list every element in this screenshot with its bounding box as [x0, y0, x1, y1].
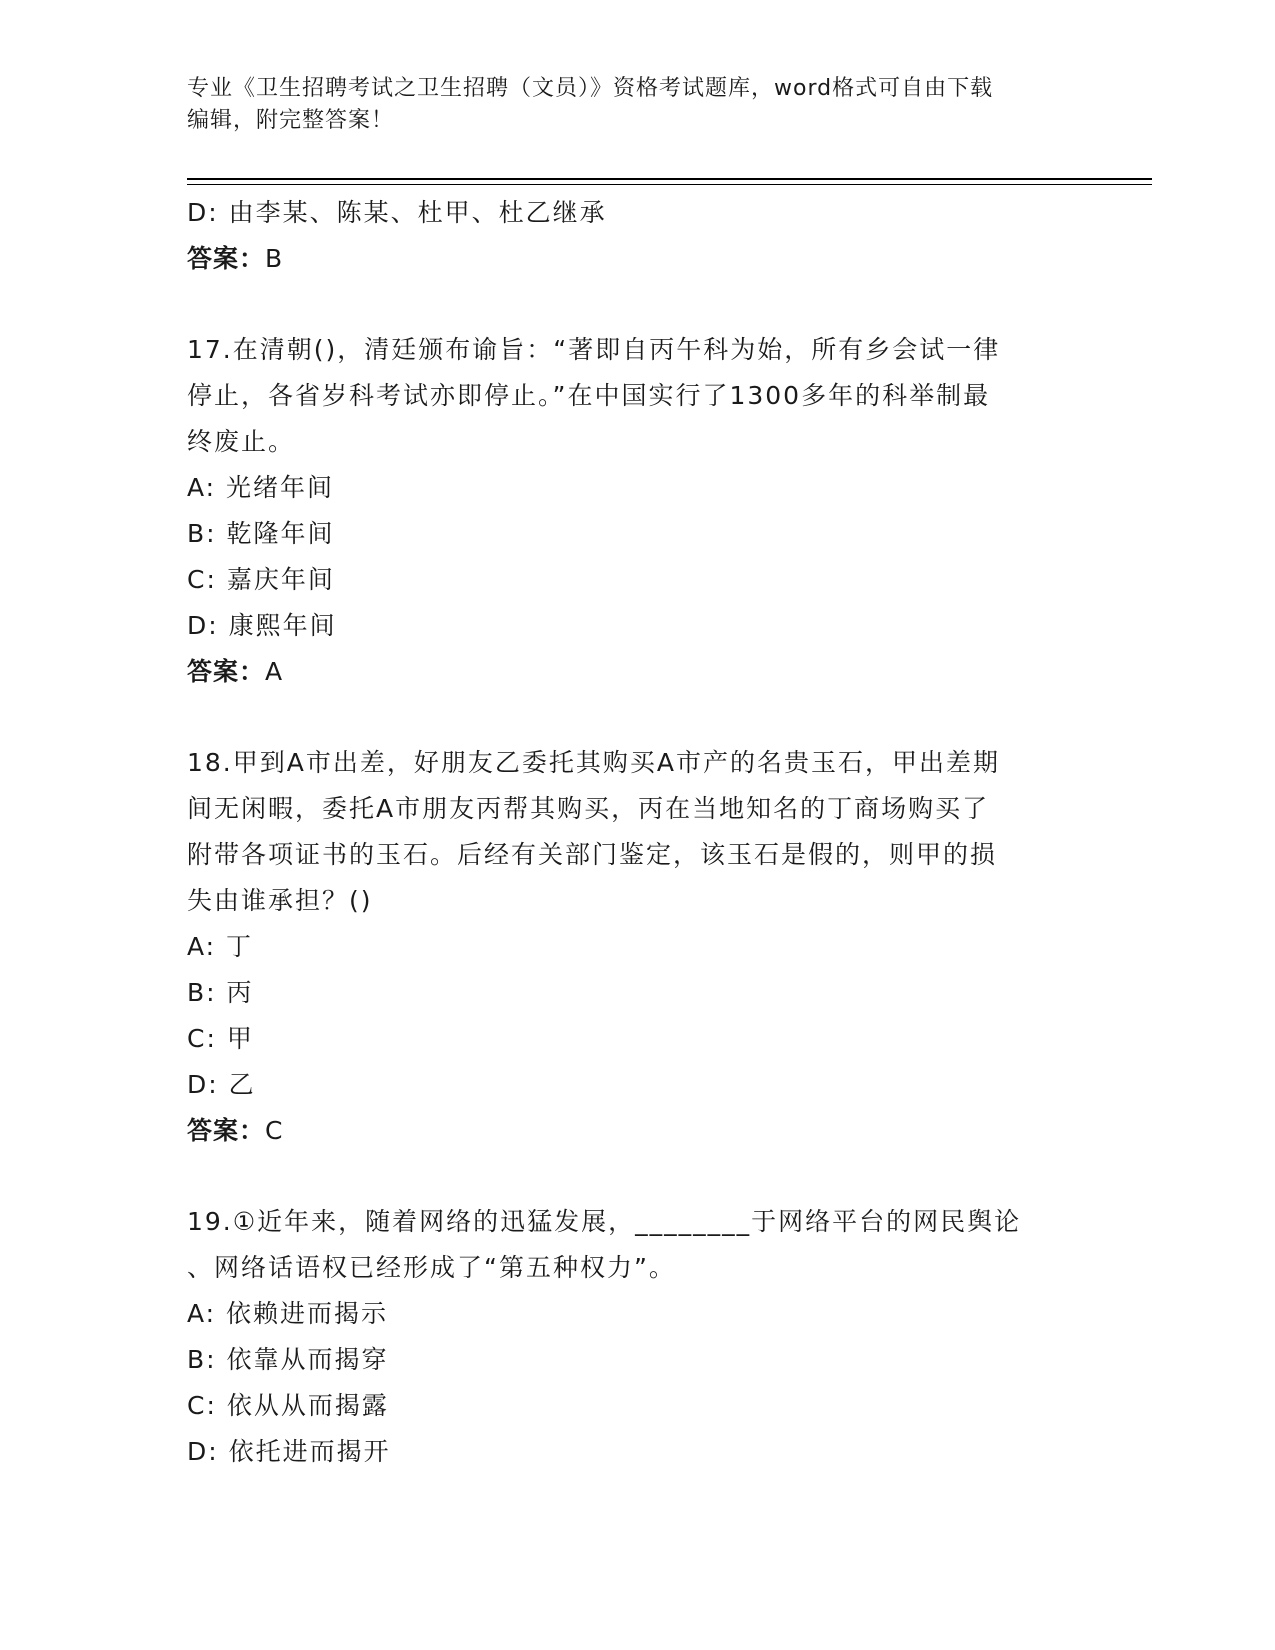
header-rule-thin	[187, 184, 1152, 185]
question-18	[187, 740, 1087, 1154]
answer	[187, 1108, 1087, 1154]
option-c: C: 甲	[187, 1024, 254, 1053]
option-c: C: 嘉庆年间	[187, 565, 335, 594]
header-line-2: 编辑，附完整答案！	[187, 108, 395, 133]
question-text-line: 间无闲暇，委托A市朋友丙帮其购买，丙在当地知名的丁商场购买了	[187, 794, 990, 823]
option-b: B: 乾隆年间	[187, 519, 335, 548]
option-b: B: 丙	[187, 978, 254, 1007]
question-text-line: 、网络话语权已经形成了“第五种权力”。	[187, 1253, 676, 1282]
question-text-line: 失由谁承担？()	[187, 886, 373, 915]
answer-label: 答案：	[187, 657, 266, 686]
option-a: A: 依赖进而揭示	[187, 1299, 389, 1328]
option-d: D: 康熙年间	[187, 611, 337, 640]
answer-value: A	[265, 657, 284, 686]
question-19	[187, 1199, 1087, 1475]
answer-label: 答案：	[187, 1116, 266, 1145]
answer	[187, 649, 1087, 695]
answer-label: 答案：	[187, 244, 266, 273]
question-text-line: 附带各项证书的玉石。后经有关部门鉴定，该玉石是假的，则甲的损	[187, 840, 998, 869]
option-b: B: 依靠从而揭穿	[187, 1345, 389, 1374]
question-17	[187, 327, 1087, 695]
prev-option-d: D: 由李某、陈某、杜甲、杜乙继承	[187, 198, 607, 227]
question-text-line: 18.甲到A市出差，好朋友乙委托其购买A市产的名贵玉石，甲出差期	[187, 748, 1000, 777]
page-header	[187, 73, 1067, 137]
header-line-1: 专业《卫生招聘考试之卫生招聘（文员）》资格考试题库，word格式可自由下载	[187, 76, 994, 101]
answer-value: B	[265, 244, 284, 273]
option-d: D: 乙	[187, 1070, 256, 1099]
option-d: D: 依托进而揭开	[187, 1437, 391, 1466]
prev-answer	[187, 236, 1087, 282]
question-text-line: 停止，各省岁科考试亦即停止。”在中国实行了1300多年的科举制最	[187, 381, 991, 410]
document-body	[187, 190, 1087, 1475]
question-text-line: 19.①近年来，随着网络的迅猛发展，________于网络平台的网民舆论	[187, 1207, 1022, 1236]
option-c: C: 依从从而揭露	[187, 1391, 389, 1420]
answer-value: C	[265, 1116, 284, 1145]
question-text-line: 终废止。	[187, 427, 296, 456]
question-text-line: 17.在清朝()，清廷颁布谕旨：“著即自丙午科为始，所有乡会试一律	[187, 335, 1001, 364]
header-rule-thick	[187, 178, 1152, 180]
option-a: A: 丁	[187, 932, 254, 961]
option-a: A: 光绪年间	[187, 473, 335, 502]
